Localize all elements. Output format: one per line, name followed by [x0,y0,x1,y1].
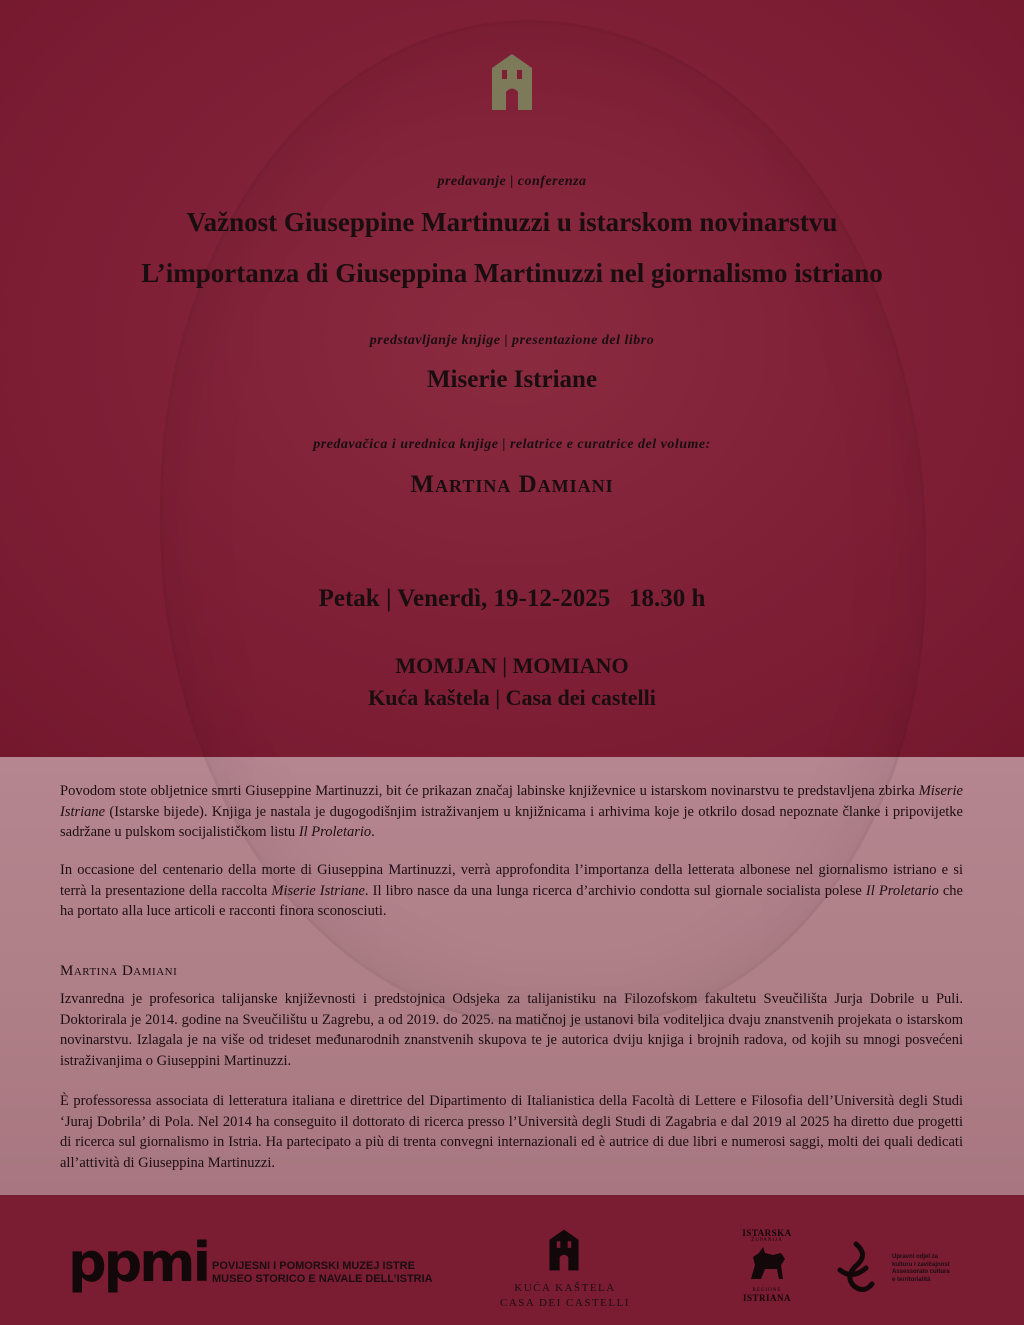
kastel-name-croatian: KUĆA KAŠTELA [514,1282,616,1294]
event-date: Petak | Venerdì, 19-12-2025 18.30 h [318,585,706,612]
title-italian: L’importanza di Giuseppina Martinuzzi nel giornalismo istriano [141,258,883,288]
goat-icon [745,1243,789,1283]
department-logo-icon [832,1240,878,1298]
department-line-4: e territorialità [892,1276,931,1283]
title-croatian: Važnost Giuseppine Martinuzzi u istarskom novinarstvu [186,207,838,237]
bio-italian: È professoressa associata di letteratura italiana e direttrice del Dipartimento di Italianistica della Facoltà di Lettere e Filosofia dell’Università degli Studi ‘Juraj Dobrila’ di Pola. Nel 2014 ha conseguito il dottorato di ricerca presso l’Università degli Studi di Zagabria e dal 2019 al 2025 ha diretto due progetti di ricerca sul giornalismo in Istria. Ha partecipato a più di trenta convegni internazionali ed è autrice di due libri e numerosi saggi, molti dei quali dedicati all’attività di Giuseppina Martinuzzi. [60,1093,963,1171]
kastel-name-italian: CASA DEI CASTELLI [500,1297,630,1309]
region-name-bottom: ISTRIANA [742,1293,791,1303]
kastel-castle-icon [548,1228,580,1272]
book-title: Miserie Istriane [426,366,598,393]
event-town: MOMJAN | MOMIANO [395,653,629,678]
kastel-name [480,1281,650,1311]
region-sub: ŽUPANIJA [751,1238,783,1243]
department-line-3: Assessorato cultura [892,1269,950,1275]
region-sub-2: REGIONE [752,1288,782,1293]
bio-croatian: Izvanredna je profesorica talijanske književnosti i predstojnica Odsjeka za talijanistiku na Filozofskom fakultetu Sveučilišta Jurja Dobrile u Puli. Doktorirala je 2014. godine na Sveučilištu u Zagrebu, a od 2019. do 2025. na matičnoj je ustanovi bila voditeljica dvaju znanstvenih projekata o istarskom novinarstvu. Izlagala je na više od trideset međunarodnih znanstvenih skupova te je autorica dviju knjiga i brojnih radova, od kojih su mnogi posvećeni istraživanjima o Giuseppini Martinuzzi. [60,991,963,1069]
ppmi-logo: ppmi [68,1231,209,1294]
description-italian: In occasione del centenario della morte di Giuseppina Martinuzzi, verrà approfondita l’importanza della letterata albonese nel giornalismo istriano e si terrà la presentazione della raccolta Miserie Istriane. Il libro nasce da una lunga ricerca d’archivio condotta sul giornale socialista polese Il Proletario che ha portato alla luce articoli e racconti finora sconosciuti. [60,862,963,919]
museum-name-italian: MUSEO STORICO E NAVALE DELL’ISTRIA [212,1273,433,1285]
bio-heading: Martina Damiani [60,963,178,979]
istria-region-logo [732,1228,802,1303]
speaker-name: Martina Damiani [410,471,614,498]
museum-name-croatian: POVIJESNI I POMORSKI MUZEJ ISTRE [212,1260,415,1272]
region-name-top: ISTARSKA [742,1228,792,1238]
lecture-kicker: predavanje | conferenza [437,174,587,189]
description-croatian: Povodom stote obljetnice smrti Giuseppine Martinuzzi, bit će prikazan značaj labinske književnice u istarskom novinarstvu te predstavljena zbirka Miserie Istriane (Istarske bijede). Knjiga je nastala je dugogodišnjim istraživanjem u knjižnicama i arhivima koje je otkrilo dosad nepoznate članke i pripovijetke sadržane u pulskom socijalističkom listu Il Proletario. [60,783,963,840]
department-line-1: Upravni odjel za [892,1254,939,1260]
book-kicker: predstavljanje knjige | presentazione del libro [369,333,655,348]
speaker-kicker: predavačica i urednica knjige | relatrice e curatrice del volume: [313,437,711,452]
event-venue: Kuća kaštela | Casa dei castelli [368,685,656,710]
museum-name [212,1260,433,1286]
castle-icon [490,52,534,112]
department-line-2: kulturu i zavičajnost [892,1261,950,1268]
department-name [892,1254,950,1284]
